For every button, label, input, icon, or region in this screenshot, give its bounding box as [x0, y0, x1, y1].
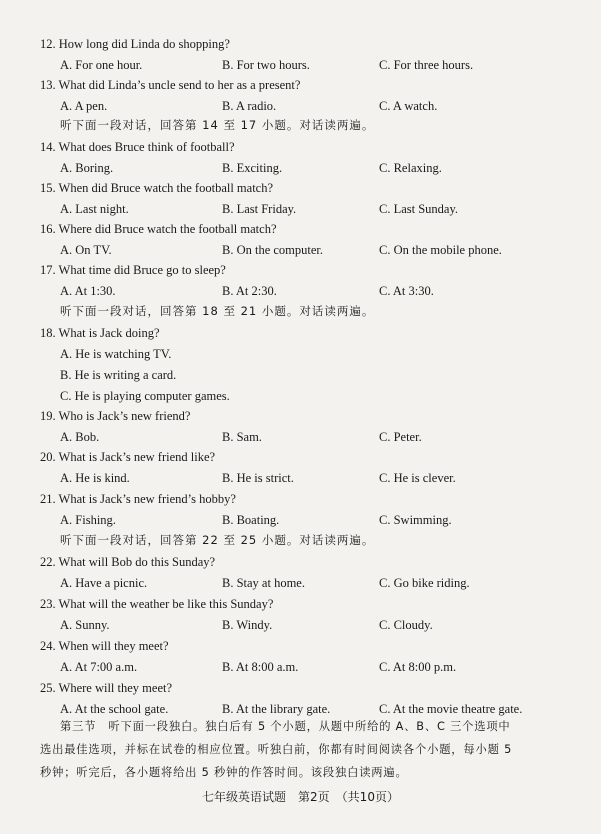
q22-option-b: B. Stay at home. — [222, 576, 305, 590]
q13-option-c: C. A watch. — [379, 99, 438, 113]
question-15: 15. When did Bruce watch the football match? — [40, 181, 274, 195]
q16-option-a: A. On TV. — [60, 243, 112, 257]
q14-option-a: A. Boring. — [60, 161, 114, 175]
q20-option-c: C. He is clever. — [379, 471, 456, 485]
instruction-18-21: 听下面一段对话，回答第 18 至 21 小题。对话读两遍。 — [60, 304, 375, 318]
q20-option-b: B. He is strict. — [222, 471, 294, 485]
question-25: 25. Where will they meet? — [40, 681, 173, 695]
question-21: 21. What is Jack’s new friend’s hobby? — [40, 492, 236, 506]
page-footer: 七年级英语试题 第2页 （共10页） — [202, 790, 399, 804]
question-24: 24. When will they meet? — [40, 639, 169, 653]
q23-option-a: A. Sunny. — [60, 618, 110, 632]
q14-option-c: C. Relaxing. — [379, 161, 442, 175]
section-3-line-3: 秒钟；听完后，各小题将给出 5 秒钟的作答时间。该段独白读两遍。 — [40, 766, 408, 779]
q17-option-c: C. At 3:30. — [379, 284, 434, 298]
q19-option-b: B. Sam. — [222, 430, 262, 444]
question-12: 12. How long did Linda do shopping? — [40, 37, 230, 51]
question-16: 16. Where did Bruce watch the football match? — [40, 222, 277, 236]
q21-option-a: A. Fishing. — [60, 513, 116, 527]
question-14: 14. What does Bruce think of football? — [40, 140, 235, 154]
q15-option-b: B. Last Friday. — [222, 202, 297, 216]
section-3-line-1: 第三节 听下面一段独白。独白后有 5 个小题，从题中所给的 A、B、C 三个选项中 — [60, 720, 511, 733]
q18-option-b: B. He is writing a card. — [60, 368, 177, 382]
instruction-14-17: 听下面一段对话，回答第 14 至 17 小题。对话读两遍。 — [60, 118, 375, 132]
q25-option-a: A. At the school gate. — [60, 702, 169, 716]
question-13: 13. What did Linda’s uncle send to her as a present? — [40, 78, 301, 92]
question-22: 22. What will Bob do this Sunday? — [40, 555, 216, 569]
q17-option-a: A. At 1:30. — [60, 284, 116, 298]
q16-option-b: B. On the computer. — [222, 243, 324, 257]
q23-option-b: B. Windy. — [222, 618, 273, 632]
q12-option-b: B. For two hours. — [222, 58, 310, 72]
q15-option-a: A. Last night. — [60, 202, 129, 216]
question-20: 20. What is Jack’s new friend like? — [40, 450, 216, 464]
question-19: 19. Who is Jack’s new friend? — [40, 409, 191, 423]
q22-option-a: A. Have a picnic. — [60, 576, 148, 590]
q20-option-a: A. He is kind. — [60, 471, 130, 485]
q17-option-b: B. At 2:30. — [222, 284, 277, 298]
instruction-22-25: 听下面一段对话，回答第 22 至 25 小题。对话读两遍。 — [60, 533, 375, 547]
q24-option-a: A. At 7:00 a.m. — [60, 660, 138, 674]
q25-option-c: C. At the movie theatre gate. — [379, 702, 523, 716]
q24-option-b: B. At 8:00 a.m. — [222, 660, 299, 674]
section-3-line-2: 选出最佳选项，并标在试卷的相应位置。听独白前，你都有时间阅读各个小题，每小题 5 — [40, 743, 513, 756]
q21-option-b: B. Boating. — [222, 513, 280, 527]
q21-option-c: C. Swimming. — [379, 513, 452, 527]
question-18: 18. What is Jack doing? — [40, 326, 160, 340]
q14-option-b: B. Exciting. — [222, 161, 283, 175]
q12-option-a: A. For one hour. — [60, 58, 143, 72]
q13-option-b: B. A radio. — [222, 99, 277, 113]
q25-option-b: B. At the library gate. — [222, 702, 331, 716]
q23-option-c: C. Cloudy. — [379, 618, 433, 632]
q13-option-a: A. A pen. — [60, 99, 108, 113]
q19-option-a: A. Bob. — [60, 430, 100, 444]
q22-option-c: C. Go bike riding. — [379, 576, 470, 590]
q18-option-a: A. He is watching TV. — [60, 347, 172, 361]
q19-option-c: C. Peter. — [379, 430, 422, 444]
q16-option-c: C. On the mobile phone. — [379, 243, 502, 257]
q15-option-c: C. Last Sunday. — [379, 202, 459, 216]
question-17: 17. What time did Bruce go to sleep? — [40, 263, 226, 277]
question-23: 23. What will the weather be like this Sunday? — [40, 597, 274, 611]
q24-option-c: C. At 8:00 p.m. — [379, 660, 457, 674]
q12-option-c: C. For three hours. — [379, 58, 474, 72]
q18-option-c: C. He is playing computer games. — [60, 389, 230, 403]
